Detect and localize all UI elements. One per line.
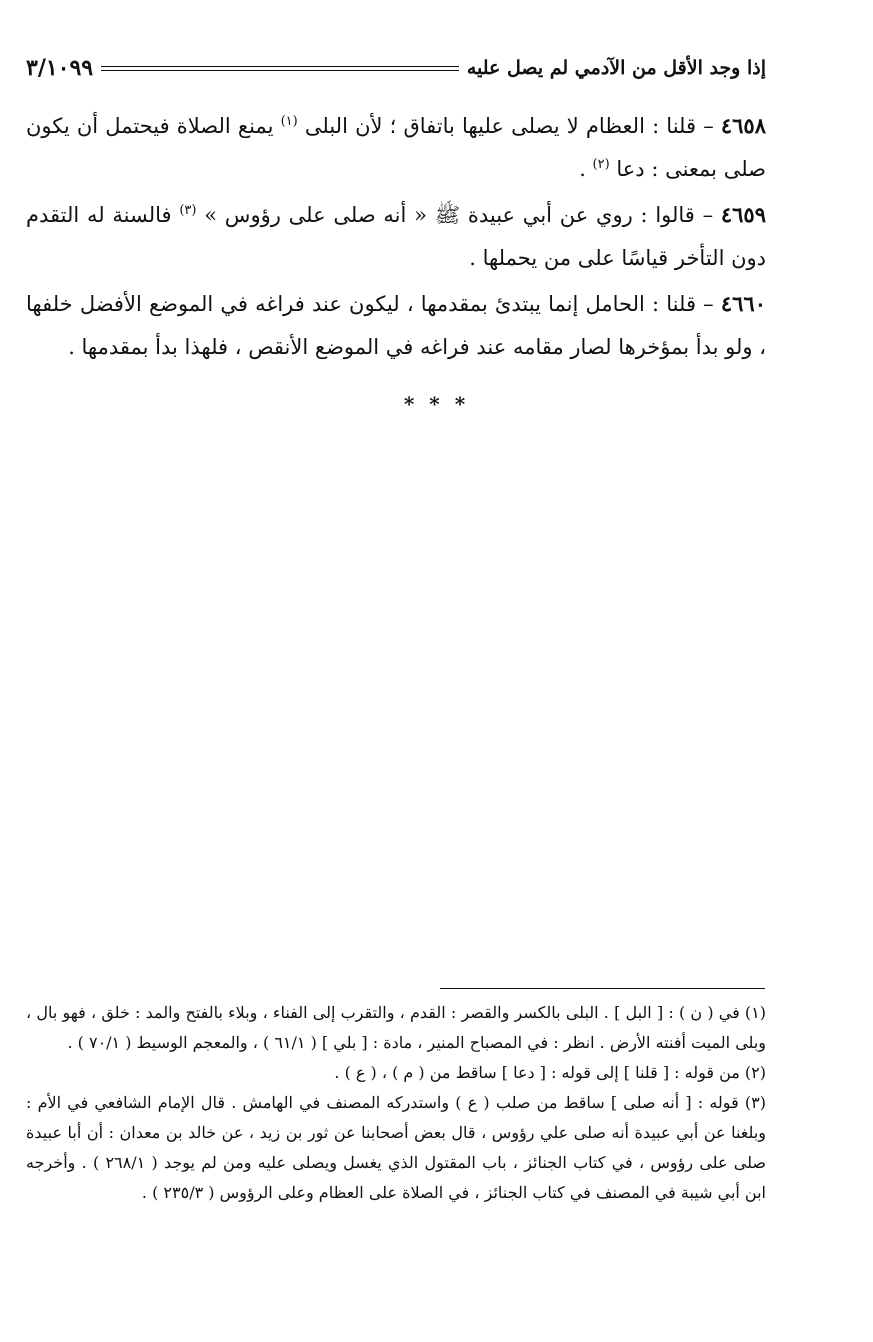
footnote-ref[interactable]: (٣) [179,203,197,218]
paragraph-number: ٤٦٥٨ [720,113,766,138]
footnote-ref[interactable]: (١) [280,114,298,129]
paragraph-text: فالسنة له التقدم دون التأخر قياسًا على من يحملها . [26,203,766,270]
paragraph-4659 [26,193,766,280]
section-separator: * * * [403,392,470,416]
page-header [26,48,766,88]
footnote-ref[interactable]: (٢) [592,157,610,172]
paragraph-text: . [579,157,593,181]
paragraph-number: ٤٦٥٩ [720,202,766,227]
paragraph-4660 [26,282,766,369]
footnote-rule [440,988,765,989]
paragraph-number: ٤٦٦٠ [720,291,766,316]
paragraph-4658 [26,104,766,191]
paragraph-text: يمنع الصلاة فيحتمل أن يكون صلى بمعنى : دعا [26,114,766,181]
footnote-3: (٣) قوله : [ أنه صلى ] ساقط من صلب ( ع ) واستدركه المصنف في الهامش . قال الإمام الشافعي في الأم : وبلغنا عن أبي عبيدة أنه صلى علي رؤوس ، قال بعض أصحابنا عن ثور بن زيد ، عن خالد بن معدان : أن أبا عبيدة صلى على رؤوس ، في كتاب الجنائز ، باب المقتول الذي يغسل ويصلى عليه ومن لم يوجد ( ٢٦٨/١ ) . وأخرجه ابن أبي شيبة في المصنف في كتاب الجنائز ، في الصلاة على العظام وعلى الرؤوس ( ٢٣٥/٣ ) . [26,1093,766,1202]
footnote-2: (٢) من قوله : [ قلنا ] إلى قوله : [ دعا ] ساقط من ( م ) ، ( ع ) . [334,1063,766,1082]
footnotes [26,998,766,1208]
page-number: ٣/١٠٩٩ [26,55,94,81]
running-title: إذا وجد الأقل من الآدمي لم يصل عليه [466,57,766,79]
header-rule [101,66,459,71]
main-text [26,104,766,371]
footnote-1: (١) في ( ن ) : [ البل ] . البلى بالكسر والقصر : القدم ، والتقرب إلى الفناء ، وبلاء بالفتح والمد : خلق ، فهو بال ، وبلى الميت أفنته الأرض . انظر : في المصباح المنير ، مادة : [ بلي ] ( ٦١/١ ) ، والمعجم الوسيط ( ٧٠/١ ) . [26,1003,766,1052]
paragraph-text: – قلنا : الحامل إنما يبتدئ بمقدمها ، ليكون عند فراغه في الموضع الأفضل خلفها ، ولو بدأ بمؤخرها لصار مقامه عند فراغه في الموضع الأنقص ، فلهذا بدأ بمقدمها . [26,292,766,359]
paragraph-text: – قالوا : روي عن أبي عبيدة ﷺ « أنه صلى على رؤوس » [196,203,721,227]
paragraph-text: – قلنا : العظام لا يصلى عليها باتفاق ؛ لأن البلى [297,114,721,138]
